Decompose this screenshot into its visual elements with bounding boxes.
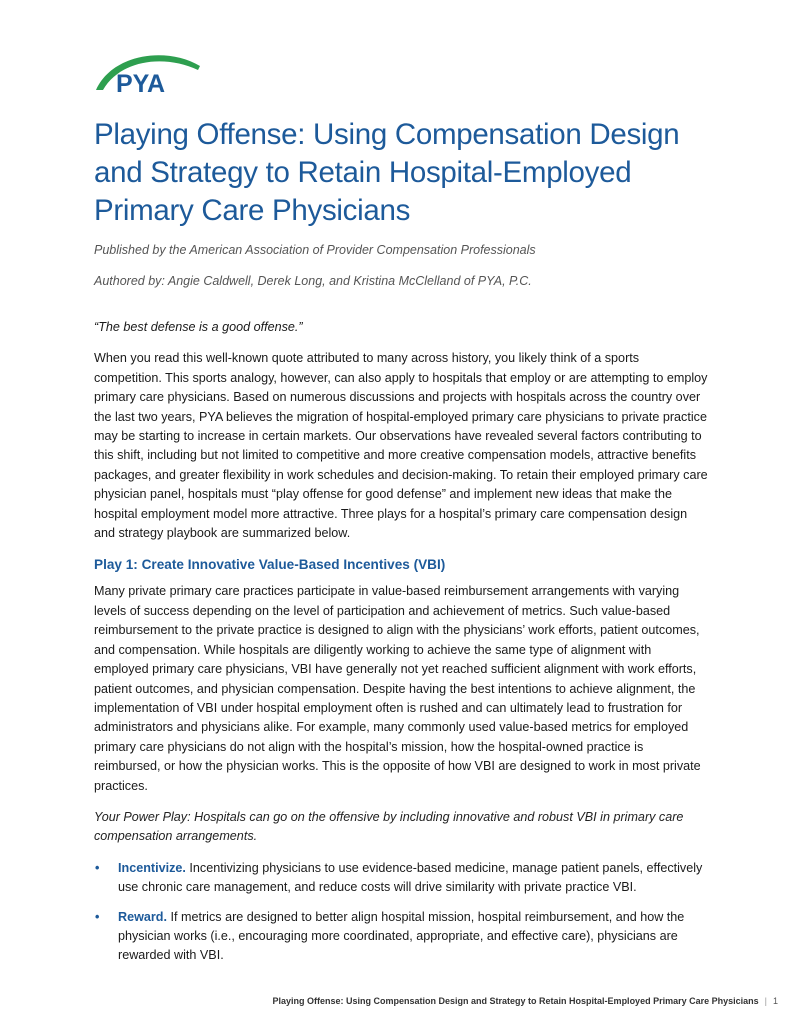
play1-body: Many private primary care practices participate in value-based reimbursement arrangements with varying levels of success depending on the level of participation and achievement of metrics. Such value-based reimbursement to the private practice is designed to align with the physicians’ work efforts, patient outcomes, and compensation. While hospitals are diligently working to achieve the same type of alignment with employed primary care physicians, VBI have generally not yet reached sufficient alignment with work efforts, patient outcomes, and physician compensation. Despite having the best intentions to achieve alignment, the implementation of VBI under hospital employment often is rushed and can ultimately lead to frustration for administrators and physicians alike. For example, many commonly used value-based metrics for employed primary care physicians do not align with the hospital’s mission, how the hospital-owned practice is reimbursed, or how the physician works. This is the opposite of how VBI are designed to work in most private practices. xyxy=(94,584,701,793)
bullet-text: If metrics are designed to better align hospital mission, hospital reimbursement, and how the physician works (i.e., encouraging more coordinated, appropriate, and effective care), physicians are rewarded with VBI. xyxy=(118,909,685,963)
article-body xyxy=(94,318,708,976)
list-item xyxy=(94,908,708,966)
play1-bullet-list xyxy=(94,859,708,966)
bullet-icon: • xyxy=(95,909,100,924)
intro-paragraph: When you read this well-known quote attributed to many across history, you likely think of a sports competition. This sports analogy, however, can also apply to hospitals that employ or are attempting to employ primary care physicians. Based on numerous discussions and projects with hospitals across the country over the last two years, PYA believes the migration of hospital-employed primary care physicians to private practice may be starting to increase in certain markets. Our observations have revealed several factors contributing to this shift, including but not limited to competitive and more creative compensation models, attractive benefits packages, and greater flexibility in work schedules and decision-making. To retain their employed primary care physician panel, hospitals must “play offense for good defense” and implement new ideas that make the hospital employment model more attractive. Three plays for a hospital’s primary care compensation design and strategy playbook are summarized below. xyxy=(94,351,708,541)
footer-title: Playing Offense: Using Compensation Design and Strategy to Retain Hospital-Employed Primary Care Physicians xyxy=(272,996,759,1006)
page-number: 1 xyxy=(772,996,778,1006)
published-by: Published by the American Association of Provider Compensation Professionals xyxy=(94,243,536,257)
page-title: Playing Offense: Using Compensation Design and Strategy to Retain Hospital-Employed Primary Care Physicians xyxy=(94,118,680,227)
list-item xyxy=(94,859,708,898)
play1-heading: Play 1: Create Innovative Value-Based Incentives (VBI) xyxy=(94,557,446,573)
pya-logo-mark xyxy=(94,48,202,94)
logo-text: PYA xyxy=(116,70,166,94)
bullet-icon: • xyxy=(95,860,100,875)
footer-separator: | xyxy=(764,996,767,1006)
play1-power-play: Your Power Play: Hospitals can go on the offensive by including innovative and robust VBI in primary care compensation arrangements. xyxy=(94,809,684,844)
bullet-lead: Reward. xyxy=(118,909,167,924)
opening-quote: “The best defense is a good offense.” xyxy=(94,320,303,334)
page-footer xyxy=(273,996,778,1006)
bullet-text: Incentivizing physicians to use evidence-based medicine, manage patient panels, effectively use chronic care management, and reduce costs will drive similarity with private practice VBI. xyxy=(118,860,703,895)
authored-by: Authored by: Angie Caldwell, Derek Long, and Kristina McClelland of PYA, P.C. xyxy=(94,274,532,288)
pya-logo xyxy=(94,48,202,94)
bullet-lead: Incentivize. xyxy=(118,860,186,875)
